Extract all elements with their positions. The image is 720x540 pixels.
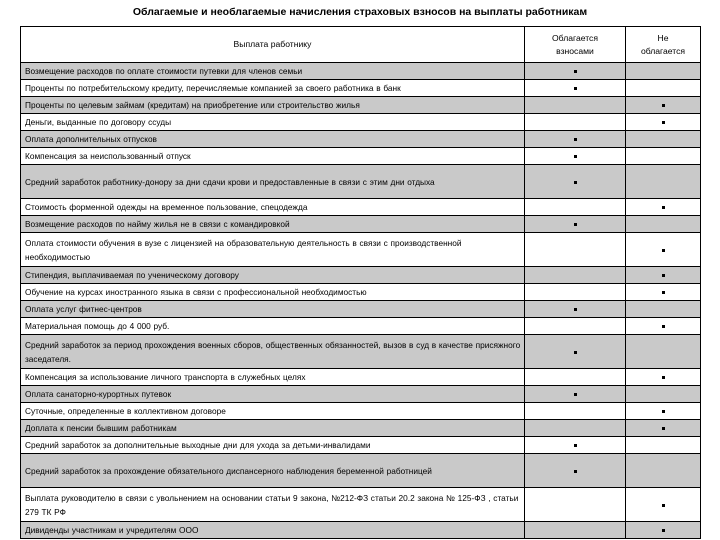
column-header-payment: Выплата работнику	[21, 27, 525, 63]
cell-payment-name: Материальная помощь до 4 000 руб.	[21, 318, 525, 335]
cell-nontaxable-marker	[626, 386, 701, 403]
cell-taxable-marker	[525, 148, 626, 165]
cell-taxable-marker	[525, 63, 626, 80]
table-row	[21, 199, 701, 216]
cell-payment-name: Доплата к пенсии бывшим работникам	[21, 420, 525, 437]
table-row	[21, 369, 701, 386]
nontaxable-dot-icon	[662, 249, 665, 252]
cell-payment-name: Оплата услуг фитнес-центров	[21, 301, 525, 318]
cell-taxable-marker	[525, 267, 626, 284]
table-row	[21, 318, 701, 335]
taxable-dot-icon	[574, 87, 577, 90]
table-row	[21, 522, 701, 539]
nontaxable-dot-icon	[662, 410, 665, 413]
cell-nontaxable-marker	[626, 318, 701, 335]
nontaxable-dot-icon	[662, 206, 665, 209]
nontaxable-dot-icon	[662, 104, 665, 107]
cell-nontaxable-marker	[626, 131, 701, 148]
cell-taxable-marker	[525, 216, 626, 233]
table-row	[21, 97, 701, 114]
taxable-dot-icon	[574, 470, 577, 473]
taxable-dot-icon	[574, 351, 577, 354]
cell-taxable-marker	[525, 301, 626, 318]
nontaxable-dot-icon	[662, 376, 665, 379]
cell-nontaxable-marker	[626, 233, 701, 267]
page-title: Облагаемые и необлагаемые начисления страховых взносов на выплаты работникам	[132, 6, 588, 18]
cell-payment-name: Компенсация за использование личного транспорта в служебных целях	[21, 369, 525, 386]
cell-taxable-marker	[525, 131, 626, 148]
cell-nontaxable-marker	[626, 63, 701, 80]
cell-taxable-marker	[525, 233, 626, 267]
cell-taxable-marker	[525, 386, 626, 403]
cell-nontaxable-marker	[626, 301, 701, 318]
cell-nontaxable-marker	[626, 114, 701, 131]
taxable-dot-icon	[574, 393, 577, 396]
taxable-dot-icon	[574, 444, 577, 447]
cell-payment-name: Компенсация за неиспользованный отпуск	[21, 148, 525, 165]
table-row	[21, 233, 701, 267]
cell-nontaxable-marker	[626, 454, 701, 488]
nontaxable-dot-icon	[662, 325, 665, 328]
table-row	[21, 131, 701, 148]
column-header-taxable-line1: Облагается	[551, 32, 599, 43]
cell-payment-name: Средний заработок за прохождение обязательного диспансерного наблюдения беременной работницей	[21, 454, 525, 488]
cell-payment-name: Проценты по целевым займам (кредитам) на приобретение или строительство жилья	[21, 97, 525, 114]
table-header-row	[21, 27, 701, 63]
cell-taxable-marker	[525, 420, 626, 437]
cell-taxable-marker	[525, 488, 626, 522]
cell-nontaxable-marker	[626, 369, 701, 386]
column-header-taxable	[525, 27, 626, 63]
cell-payment-name: Суточные, определенные в коллективном договоре	[21, 403, 525, 420]
table-row	[21, 114, 701, 131]
table-row	[21, 301, 701, 318]
cell-payment-name: Оплата стоимости обучения в вузе с лицензией на образовательную деятельность в связи с производственной необходимостью	[21, 233, 525, 267]
cell-nontaxable-marker	[626, 488, 701, 522]
cell-nontaxable-marker	[626, 403, 701, 420]
cell-taxable-marker	[525, 522, 626, 539]
column-header-nontaxable	[626, 27, 701, 63]
cell-nontaxable-marker	[626, 148, 701, 165]
cell-nontaxable-marker	[626, 165, 701, 199]
cell-payment-name: Возмещение расходов по оплате стоимости путевки для членов семьи	[21, 63, 525, 80]
column-header-taxable-line2: взносами	[556, 45, 594, 56]
cell-nontaxable-marker	[626, 284, 701, 301]
cell-taxable-marker	[525, 199, 626, 216]
cell-nontaxable-marker	[626, 522, 701, 539]
nontaxable-dot-icon	[662, 504, 665, 507]
cell-taxable-marker	[525, 369, 626, 386]
nontaxable-dot-icon	[662, 121, 665, 124]
column-header-nontaxable-line2: облагается	[640, 45, 686, 56]
table-row	[21, 267, 701, 284]
table-row	[21, 63, 701, 80]
table-head	[21, 27, 701, 63]
cell-payment-name: Обучение на курсах иностранного языка в связи с профессиональной необходимостью	[21, 284, 525, 301]
table-row	[21, 403, 701, 420]
cell-payment-name: Деньги, выданные по договору ссуды	[21, 114, 525, 131]
table-row	[21, 148, 701, 165]
cell-taxable-marker	[525, 335, 626, 369]
column-header-nontaxable-line1: Не	[657, 32, 669, 43]
table-row	[21, 420, 701, 437]
table-row	[21, 488, 701, 522]
cell-taxable-marker	[525, 403, 626, 420]
cell-nontaxable-marker	[626, 97, 701, 114]
table-row	[21, 216, 701, 233]
table-row	[21, 80, 701, 97]
nontaxable-dot-icon	[662, 291, 665, 294]
nontaxable-dot-icon	[662, 529, 665, 532]
cell-nontaxable-marker	[626, 80, 701, 97]
cell-taxable-marker	[525, 165, 626, 199]
cell-nontaxable-marker	[626, 437, 701, 454]
cell-taxable-marker	[525, 284, 626, 301]
cell-taxable-marker	[525, 454, 626, 488]
cell-taxable-marker	[525, 114, 626, 131]
cell-payment-name: Стипендия, выплачиваемая по ученическому договору	[21, 267, 525, 284]
taxable-dot-icon	[574, 223, 577, 226]
table-row	[21, 437, 701, 454]
cell-payment-name: Оплата санаторно-курортных путевок	[21, 386, 525, 403]
table-row	[21, 386, 701, 403]
table-row	[21, 165, 701, 199]
table-body	[21, 63, 701, 539]
cell-taxable-marker	[525, 318, 626, 335]
cell-payment-name: Средний заработок за период прохождения военных сборов, общественных обязанностей, вызов в суд в качестве присяжного заседателя.	[21, 335, 525, 369]
cell-payment-name: Средний заработок работнику-донору за дни сдачи крови и предоставленные в связи с этим дни отдыха	[21, 165, 525, 199]
taxable-dot-icon	[574, 308, 577, 311]
cell-taxable-marker	[525, 437, 626, 454]
cell-payment-name: Дивиденды участникам и учредителям ООО	[21, 522, 525, 539]
table-row	[21, 454, 701, 488]
taxable-dot-icon	[574, 181, 577, 184]
cell-payment-name: Возмещение расходов по найму жилья не в связи с командировкой	[21, 216, 525, 233]
payroll-classification-table	[20, 26, 701, 539]
taxable-dot-icon	[574, 155, 577, 158]
nontaxable-dot-icon	[662, 274, 665, 277]
cell-payment-name: Стоимость форменной одежды на временное пользование, спецодежда	[21, 199, 525, 216]
taxable-dot-icon	[574, 70, 577, 73]
cell-payment-name: Средний заработок за дополнительные выходные дни для ухода за детьми-инвалидами	[21, 437, 525, 454]
table-row	[21, 284, 701, 301]
taxable-dot-icon	[574, 138, 577, 141]
nontaxable-dot-icon	[662, 427, 665, 430]
cell-payment-name: Проценты по потребительскому кредиту, перечисляемые компанией за своего работника в банк	[21, 80, 525, 97]
cell-nontaxable-marker	[626, 199, 701, 216]
table-container	[20, 26, 700, 539]
cell-taxable-marker	[525, 97, 626, 114]
cell-nontaxable-marker	[626, 335, 701, 369]
cell-payment-name: Выплата руководителю в связи с увольнением на основании статьи 9 закона, №212-ФЗ статьи 20.2 закона № 125-ФЗ , статьи 279 ТК РФ	[21, 488, 525, 522]
cell-nontaxable-marker	[626, 267, 701, 284]
table-row	[21, 335, 701, 369]
cell-nontaxable-marker	[626, 420, 701, 437]
cell-taxable-marker	[525, 80, 626, 97]
cell-nontaxable-marker	[626, 216, 701, 233]
cell-payment-name: Оплата дополнительных отпусков	[21, 131, 525, 148]
